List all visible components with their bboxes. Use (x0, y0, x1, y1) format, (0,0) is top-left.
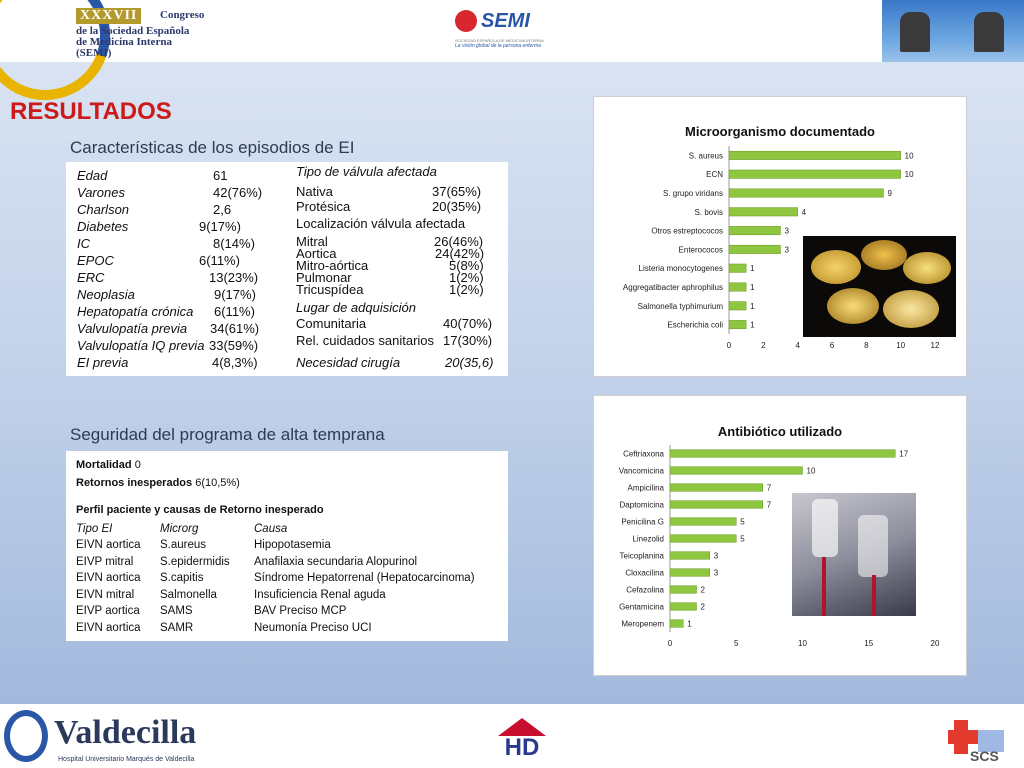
characteristic-value: 2,6 (213, 202, 232, 217)
chart-bar (670, 484, 763, 492)
category-label: S. grupo viridans (662, 189, 723, 198)
valve-row-label: Nativa (296, 184, 333, 199)
x-tick-label: 4 (795, 341, 800, 350)
returns-label: Retornos inesperados (76, 477, 193, 489)
chart-bar (670, 603, 697, 611)
congress-logo (76, 6, 216, 59)
chart-bar (729, 245, 781, 253)
column-header: Causa (254, 523, 288, 535)
data-label: 10 (806, 466, 816, 476)
chart-bar (729, 320, 746, 328)
category-label: Cloxacilina (625, 568, 664, 578)
slide-title: RESULTADOS (10, 98, 172, 125)
table-cell: S.aureus (160, 539, 207, 551)
x-tick-label: 20 (930, 639, 940, 648)
table-cell: Insuficiencia Renal aguda (254, 588, 386, 601)
characteristic-value: 9(17%) (214, 287, 256, 302)
table-cell: S.capitis (160, 572, 204, 584)
table-cell: Síndrome Hepatorrenal (Hepatocarcinoma) (254, 572, 475, 584)
congress-line: (SEMI) (76, 47, 112, 59)
scs-logo (948, 720, 1014, 768)
characteristic-value: 8(14%) (213, 236, 255, 251)
characteristic-label: Varones (77, 185, 125, 200)
characteristic-value: 42(76%) (213, 185, 263, 200)
chart-bar (670, 552, 710, 560)
table-cell: BAV Preciso MCP (254, 605, 347, 617)
chart-bar (670, 535, 736, 543)
characteristic-label: Diabetes (77, 219, 129, 234)
data-label: 1 (687, 619, 692, 629)
lion-statues-photo (882, 0, 1024, 62)
x-tick-label: 10 (798, 639, 807, 648)
congress-line: Congreso (160, 9, 205, 21)
table-cell: SAMR (160, 621, 194, 634)
characteristic-value: 34(61%) (210, 321, 260, 336)
chart-antibiotics (593, 395, 967, 676)
table-cell: Hipopotasemia (254, 539, 331, 551)
hd-logo-text: HD (504, 734, 540, 761)
valve-table (286, 162, 508, 376)
characteristic-value: 4(8,3%) (212, 355, 258, 370)
valdecilla-logo-icon (4, 710, 48, 762)
table-row (76, 622, 501, 639)
section-title-safety: Seguridad del programa de alta temprana (70, 425, 385, 444)
table-cell: EIVN mitral (76, 588, 135, 601)
data-label: 3 (713, 568, 719, 578)
characteristic-label: IC (77, 236, 90, 251)
category-label: Teicoplanina (619, 551, 664, 561)
characteristic-value: 9(17%) (199, 219, 241, 234)
returns-table (76, 523, 501, 638)
data-label: 1 (750, 301, 755, 311)
table-row (76, 572, 501, 589)
data-label: 1 (750, 283, 755, 292)
lion-statue-right (974, 12, 1004, 52)
table-cell: S.epidermidis (160, 555, 230, 568)
characteristics-table (66, 162, 286, 376)
safety-table (66, 451, 508, 641)
semi-logo-text: SEMI (481, 10, 530, 32)
category-label: S. bovis (694, 207, 723, 217)
valve-row-label: Comunitaria (296, 316, 367, 331)
valve-row-value: 1(2%) (449, 270, 484, 285)
data-label: 10 (904, 151, 914, 161)
data-label: 7 (766, 500, 772, 510)
column-header: Microrg (160, 523, 199, 535)
data-label: 17 (899, 449, 909, 459)
data-label: 1 (750, 264, 755, 274)
chart-bar (729, 283, 746, 291)
chart-bar (729, 264, 746, 272)
characteristic-value: 13(23%) (209, 270, 259, 285)
valve-row-value: 5(8%) (449, 258, 484, 273)
category-label: S. aureus (688, 151, 723, 161)
valve-row-value: 40(70%) (443, 316, 493, 331)
valve-row-value: 17(30%) (443, 333, 493, 348)
chart-bar (670, 467, 803, 475)
x-tick-label: 2 (761, 341, 766, 350)
category-label: Linezolid (632, 534, 664, 544)
data-label: 2 (700, 585, 705, 595)
data-label: 9 (887, 189, 892, 198)
semi-tagline: SOCIEDAD ESPAÑOLA DE MEDICINA INTERNA (455, 38, 544, 43)
lion-statue-left (900, 12, 930, 52)
hd-logo (496, 718, 548, 768)
valve-row-label: Protésica (296, 199, 351, 214)
chart-bar (670, 569, 710, 577)
congress-number: XXXVII (76, 8, 141, 24)
category-label: Ceftriaxona (623, 449, 664, 459)
table-cell: EIVP mitral (76, 555, 134, 568)
valve-location-heading: Localización válvula afectada (296, 216, 466, 231)
valve-row-label: Mitral (296, 234, 328, 249)
mortality-label: Mortalidad (76, 459, 132, 471)
x-tick-label: 8 (864, 341, 869, 350)
iv-drip-photo (792, 493, 916, 616)
table-cell: EIVP aortica (76, 605, 140, 617)
scs-logo-text: SCS (970, 748, 999, 764)
data-label: 7 (766, 483, 772, 493)
acquisition-heading: Lugar de adquisición (296, 300, 416, 315)
characteristic-label: Charlson (77, 202, 130, 217)
returns-value: 6(10,5%) (195, 477, 240, 489)
profile-heading: Perfil paciente y causas de Retorno inesperado (76, 504, 324, 516)
data-label: 3 (713, 551, 719, 561)
category-label: Aggregatibacter aphrophilus (622, 283, 723, 292)
table-cell: EIVN aortica (76, 539, 141, 551)
category-label: Otros estreptococos (651, 226, 723, 236)
characteristic-label: EPOC (77, 253, 114, 268)
chart-bar (729, 208, 798, 216)
chart-bar (670, 586, 697, 594)
data-label: 5 (740, 534, 745, 544)
category-label: Ampicilina (627, 483, 664, 493)
category-label: Escherichia coli (667, 320, 723, 330)
category-label: Penicilina G (621, 517, 664, 527)
surgery-need-value: 20(35,6) (445, 355, 494, 370)
valve-type-heading: Tipo de válvula afectada (296, 164, 437, 179)
petri-dish-photo (803, 236, 956, 337)
congress-line: de Medicina Interna (76, 36, 172, 48)
table-row (76, 539, 501, 556)
chart-bar (729, 226, 781, 234)
category-label: Listeria monocytogenes (638, 264, 723, 274)
valve-row-label: Pulmonar (296, 270, 352, 285)
characteristic-value: 61 (213, 168, 228, 183)
chart-title: Microorganismo documentado (685, 124, 875, 139)
table-row (76, 556, 501, 573)
category-label: Salmonella typhimurium (637, 301, 723, 311)
mortality-value: 0 (134, 459, 141, 471)
semi-circle-icon (455, 10, 477, 32)
data-label: 3 (784, 245, 789, 255)
chart-bar (729, 151, 901, 159)
x-tick-label: 0 (726, 341, 732, 350)
characteristic-label: Valvulopatía previa (77, 321, 188, 336)
data-label: 2 (700, 602, 705, 612)
chart-bar (670, 450, 895, 458)
valve-row-label: Rel. cuidados sanitarios (296, 333, 435, 348)
data-label: 1 (750, 320, 755, 330)
category-label: ECN (706, 170, 723, 180)
chart-bar (670, 518, 736, 526)
table-row (76, 589, 501, 606)
category-label: Daptomicina (619, 500, 664, 510)
x-tick-label: 5 (734, 639, 739, 648)
valve-row-label: Aortica (296, 246, 337, 261)
category-label: Enterococos (678, 245, 723, 255)
data-label: 5 (740, 517, 745, 527)
congress-line: de la Sociedad Española (76, 25, 190, 37)
characteristic-value: 6(11%) (214, 304, 255, 319)
semi-slogan: La visión global de la persona enferma (455, 43, 541, 49)
characteristic-value: 6(11%) (199, 253, 240, 268)
semi-logo (455, 8, 555, 48)
table-cell: SAMS (160, 605, 193, 617)
valve-row-value: 20(35%) (432, 199, 482, 214)
chart-bar (670, 501, 763, 509)
chart-bar (729, 170, 901, 178)
valdecilla-logo-text: Valdecilla (54, 714, 197, 751)
valve-row-label: Mitro-aórtica (296, 258, 369, 273)
x-tick-label: 15 (864, 639, 874, 648)
table-cell: Salmonella (160, 588, 217, 601)
characteristic-label: Edad (77, 168, 108, 183)
data-label: 10 (904, 170, 914, 180)
valve-row-value: 37(65%) (432, 184, 482, 199)
x-tick-label: 6 (829, 341, 835, 350)
table-cell: Anafilaxia secundaria Alopurinol (254, 555, 418, 568)
x-tick-label: 0 (667, 639, 673, 648)
chart-microorganisms (593, 96, 967, 377)
header-bar (0, 0, 1024, 62)
table-cell: Neumonía Preciso UCI (254, 621, 372, 634)
characteristic-label: Neoplasia (77, 287, 135, 302)
valve-row-value: 24(42%) (435, 246, 485, 261)
section-title-characteristics: Características de los episodios de EI (70, 138, 355, 157)
table-cell: EIVN aortica (76, 572, 141, 584)
chart-bar (729, 302, 746, 310)
category-label: Cefazolina (626, 585, 664, 595)
chart-title: Antibiótico utilizado (717, 424, 843, 439)
chart-bar (670, 620, 683, 628)
footer-bar (0, 704, 1024, 768)
characteristic-value: 33(59%) (209, 338, 259, 353)
returns-table-header (76, 523, 501, 539)
surgery-need-label: Necesidad cirugía (296, 355, 401, 370)
data-label: 4 (801, 207, 807, 217)
x-tick-label: 10 (896, 341, 906, 350)
table-cell: EIVN aortica (76, 621, 141, 634)
characteristic-label: ERC (77, 270, 105, 285)
characteristic-label: EI previa (77, 355, 129, 370)
characteristic-label: Valvulopatía IQ previa (77, 338, 205, 353)
data-label: 3 (784, 226, 789, 236)
category-label: Vancomicina (618, 466, 664, 476)
category-label: Gentamicina (619, 602, 664, 612)
column-header: Tipo EI (76, 523, 113, 535)
chart-bar (729, 189, 884, 197)
characteristic-label: Hepatopatía crónica (77, 304, 194, 319)
x-tick-label: 12 (930, 341, 940, 350)
category-label: Meropenem (621, 619, 664, 629)
valdecilla-logo-subtitle: Hospital Universitario Marqués de Valdecilla (58, 756, 195, 763)
table-row (76, 605, 501, 622)
valve-row-value: 26(46%) (434, 234, 484, 249)
valve-row-value: 1(2%) (449, 282, 484, 297)
valve-row-label: Tricuspídea (296, 282, 364, 297)
